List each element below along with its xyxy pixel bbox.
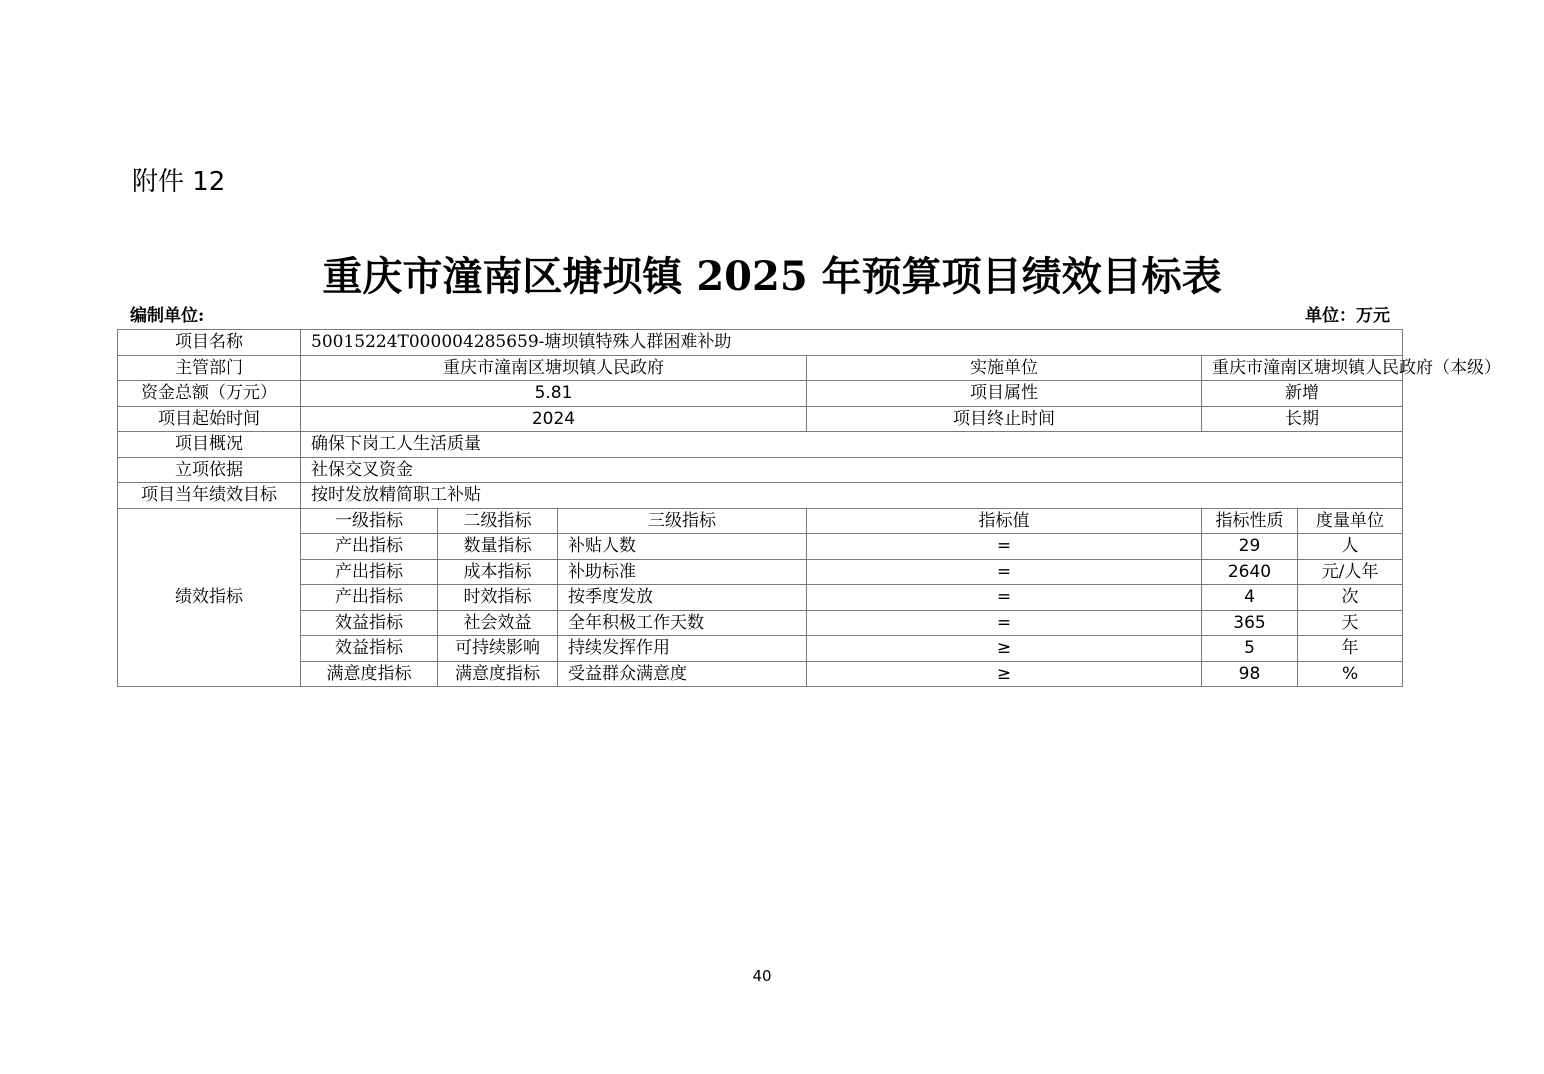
row-operator: =: [807, 585, 1202, 611]
header-indicator-value: 指标值: [807, 508, 1202, 534]
indicator-row: [118, 585, 1403, 611]
row-level1: 产出指标: [301, 559, 438, 585]
basis-value: 社保交叉资金: [301, 457, 1403, 483]
overview-value: 确保下岗工人生活质量: [301, 432, 1403, 458]
row-level1: 产出指标: [301, 585, 438, 611]
row-level3: 全年积极工作天数: [558, 610, 807, 636]
overview-label: 项目概况: [118, 432, 301, 458]
indicator-row: [118, 559, 1403, 585]
row-level2: 时效指标: [438, 585, 558, 611]
end-label: 项目终止时间: [807, 406, 1202, 432]
row-value: 98: [1202, 661, 1298, 687]
row-unit: 天: [1298, 610, 1403, 636]
row-unit: 元/人年: [1298, 559, 1403, 585]
row-level2: 数量指标: [438, 534, 558, 560]
row-level1: 满意度指标: [301, 661, 438, 687]
page-number: 40: [752, 967, 772, 985]
row-operator: =: [807, 610, 1202, 636]
indicator-header-row: [118, 508, 1403, 534]
goal-value: 按时发放精简职工补贴: [301, 483, 1403, 509]
row-level1: 效益指标: [301, 610, 438, 636]
project-name-value: 50015224T000004285659-塘坝镇特殊人群困难补助: [301, 330, 1403, 356]
row-unit: 年: [1298, 636, 1403, 662]
row-level1: 效益指标: [301, 636, 438, 662]
row-time: [118, 406, 1403, 432]
row-level3: 持续发挥作用: [558, 636, 807, 662]
indicator-section-label: 绩效指标: [118, 508, 301, 687]
header-level3: 三级指标: [558, 508, 807, 534]
fund-value: 5.81: [301, 381, 807, 407]
row-value: 29: [1202, 534, 1298, 560]
row-project-name: [118, 330, 1403, 356]
row-goal: [118, 483, 1403, 509]
header-level1: 一级指标: [301, 508, 438, 534]
row-level3: 按季度发放: [558, 585, 807, 611]
indicator-row: [118, 610, 1403, 636]
start-value: 2024: [301, 406, 807, 432]
end-value: 长期: [1202, 406, 1403, 432]
goal-label: 项目当年绩效目标: [118, 483, 301, 509]
row-level2: 满意度指标: [438, 661, 558, 687]
start-label: 项目起始时间: [118, 406, 301, 432]
attr-label: 项目属性: [807, 381, 1202, 407]
row-operator: ≥: [807, 636, 1202, 662]
dept-value: 重庆市潼南区塘坝镇人民政府: [301, 355, 807, 381]
indicator-row: [118, 636, 1403, 662]
row-overview: [118, 432, 1403, 458]
row-level3: 受益群众满意度: [558, 661, 807, 687]
row-level1: 产出指标: [301, 534, 438, 560]
row-operator: =: [807, 559, 1202, 585]
indicator-row: [118, 534, 1403, 560]
fund-label: 资金总额（万元）: [118, 381, 301, 407]
row-level3: 补贴人数: [558, 534, 807, 560]
row-value: 5: [1202, 636, 1298, 662]
row-level3: 补助标准: [558, 559, 807, 585]
row-dept: [118, 355, 1403, 381]
row-level2: 可持续影响: [438, 636, 558, 662]
dept-label: 主管部门: [118, 355, 301, 381]
header-level2: 二级指标: [438, 508, 558, 534]
impl-value: 重庆市潼南区塘坝镇人民政府（本级）: [1202, 355, 1403, 381]
row-level2: 成本指标: [438, 559, 558, 585]
row-unit: 次: [1298, 585, 1403, 611]
row-unit: %: [1298, 661, 1403, 687]
row-level2: 社会效益: [438, 610, 558, 636]
row-operator: =: [807, 534, 1202, 560]
basis-label: 立项依据: [118, 457, 301, 483]
attr-value: 新增: [1202, 381, 1403, 407]
indicator-row: [118, 661, 1403, 687]
project-name-label: 项目名称: [118, 330, 301, 356]
row-fund: [118, 381, 1403, 407]
header-unit: 度量单位: [1298, 508, 1403, 534]
unit-label: 单位：万元: [1305, 306, 1390, 326]
header-indicator-nature: 指标性质: [1202, 508, 1298, 534]
row-unit: 人: [1298, 534, 1403, 560]
org-label: 编制单位:: [130, 306, 205, 326]
row-basis: [118, 457, 1403, 483]
performance-table: [117, 329, 1501, 687]
row-value: 365: [1202, 610, 1298, 636]
document-title: 重庆市潼南区塘坝镇 2025 年预算项目绩效目标表: [322, 253, 1222, 300]
row-value: 4: [1202, 585, 1298, 611]
attachment-label: 附件 12: [132, 167, 226, 197]
impl-label: 实施单位: [807, 355, 1202, 381]
row-operator: ≥: [807, 661, 1202, 687]
row-value: 2640: [1202, 559, 1298, 585]
